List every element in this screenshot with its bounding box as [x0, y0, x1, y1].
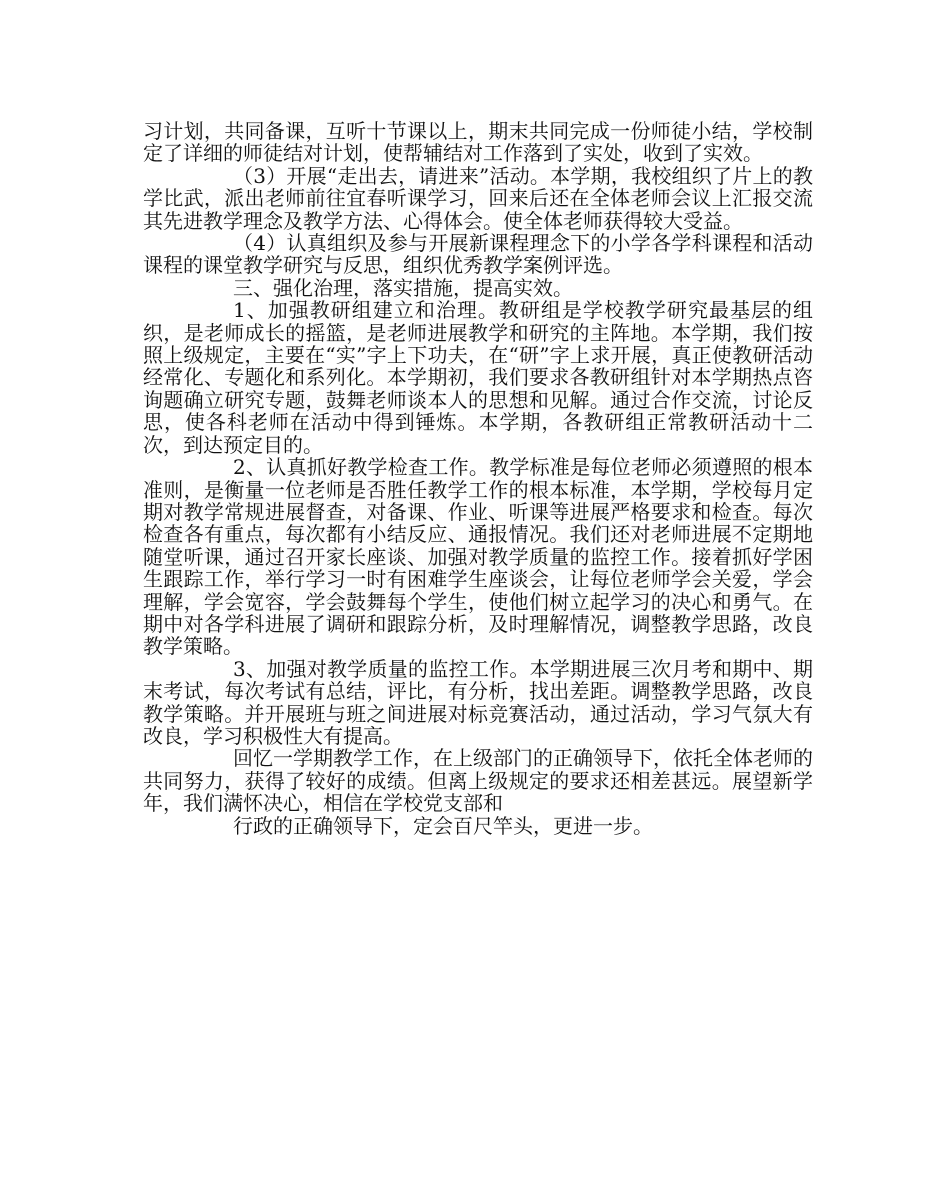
paragraph-teaching-inspection: 2、认真抓好教学检查工作。教学标准是每位老师必须遵照的根本准则，是衡量一位老师是否胜任教学工作的根本标准，本学期，学校每月定期对教学常规进展督查，对备课、作业、听课等进展严格要求和检查。每次检查各有重点，每次都有小结反应、通报情况。我们还对老师进展不定期地随堂听课，通过召开家长座谈、加强对教学质量的监控工作。接着抓好学困生跟踪工作，举行学习一时有困难学生座谈会，让每位老师学会关爱，学会理解，学会宽容，学会鼓舞每个学生，使他们树立起学习的决心和勇气。在期中对各学科进展了调研和跟踪分析，及时理解情况，调整教学思路，改良教学策略。	[143, 455, 813, 659]
document-body	[143, 120, 813, 837]
paragraph-mentorship-continued: 习计划，共同备课，互听十节课以上，期末共同完成一份师徒小结，学校制定了详细的师徒结对计划，使帮辅结对工作落到了实处，收到了实效。	[143, 119, 813, 166]
paragraph-quality-monitoring: 3、加强对教学质量的监控工作。本学期进展三次月考和期中、期末考试，每次考试有总结，评比，有分析，找出差距。调整教学思路，改良教学策略。并开展班与班之间进展对标竞赛活动，通过活动，学习气氛大有改良，学习积极性大有提高。	[143, 656, 813, 748]
paragraph-closing-line: 行政的正确领导下，定会百尺竿头，更进一步。	[233, 813, 653, 838]
paragraph-curriculum-research: （4）认真组织及参与开展新课程理念下的小学各学科课程和活动课程的课堂教学研究与反思，组织优秀教学案例评选。	[143, 231, 813, 278]
section-heading-strengthen-management: 三、强化治理，落实措施，提高实效。	[233, 275, 573, 300]
paragraph-teaching-research-groups: 1、加强教研组建立和治理。教研组是学校教学研究最基层的组织，是老师成长的摇篮，是老师进展教学和研究的主阵地。本学期，我们按照上级规定，主要在“实”字上下功夫，在“研”字上求开展，真正使教研活动经常化、专题化和系列化。本学期初，我们要求各教研组针对本学期热点咨询题确立研究专题，鼓舞老师谈本人的思想和见解。通过合作交流，讨论反思，使各科老师在活动中得到锤炼。本学期，各教研组正常教研活动十二次，到达预定目的。	[143, 298, 813, 457]
paragraph-semester-review: 回忆一学期教学工作，在上级部门的正确领导下，依托全体老师的共同努力，获得了较好的成绩。但离上级规定的要求还相差甚远。展望新学年，我们满怀决心，相信在学校党支部和	[143, 746, 813, 816]
paragraph-go-out-invite-in: （3）开展“走出去，请进来”活动。本学期，我校组织了片上的教学比武，派出老师前往宜春听课学习，回来后还在全体老师会议上汇报交流其先进教学理念及教学方法、心得体会。使全体老师获得较大受益。	[143, 163, 813, 233]
